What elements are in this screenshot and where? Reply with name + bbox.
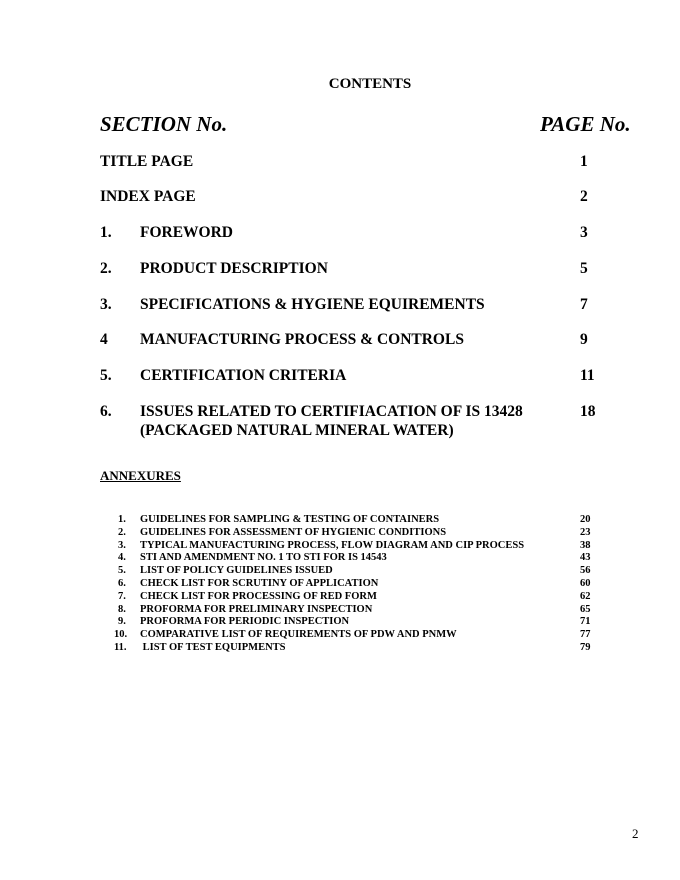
annexure-page: 77 [580,629,591,641]
toc-entry-page: 11 [580,367,595,384]
annexure-label: PROFORMA FOR PERIODIC INSPECTION [140,616,350,628]
annexure-number: 4. [118,552,126,564]
page-column-heading: PAGE No. [540,112,631,136]
contents-heading: CONTENTS [328,76,412,92]
annexure-page: 43 [580,552,591,564]
annexure-page: 62 [580,590,591,602]
annexure-item [118,552,598,565]
annexure-item [114,629,598,642]
toc-entry-page: 9 [580,331,588,348]
annexure-label: CHECK LIST FOR SCRUTINY OF APPLICATION [140,577,379,589]
annexure-item [118,540,598,553]
page-number: 2 [632,826,639,841]
toc-entry-label: PRODUCT DESCRIPTION [140,260,328,277]
annexure-number: 10. [114,629,128,641]
annexure-number: 7. [118,590,126,602]
annexure-page: 60 [580,577,591,589]
annexure-number: 11. [114,641,127,653]
annexure-item [114,641,598,655]
annexure-list [114,514,598,655]
annexure-page: 65 [580,603,591,615]
toc-entry-number: 6. [100,403,112,420]
annexure-page: 20 [580,514,591,525]
annexure-page: 56 [580,565,591,577]
annexure-number: 3. [118,539,126,551]
section-column-heading: SECTION No. [100,112,228,136]
toc-entry-page: 18 [580,403,596,420]
toc-entry-page: 7 [580,296,588,313]
toc-entry-label: CERTIFICATION CRITERIA [140,367,347,384]
annexure-label: COMPARATIVE LIST OF REQUIREMENTS OF PDW AND PNMW [140,629,457,641]
annexure-item [118,527,598,540]
toc-entry-number: 4 [100,331,108,348]
annexure-item [118,578,598,591]
toc-entry-label: FOREWORD [140,224,233,241]
toc-entry-label: TITLE PAGE [100,153,194,170]
toc-entry-label: MANUFACTURING PROCESS & CONTROLS [140,331,464,348]
annexure-number: 5. [118,565,126,577]
annexure-label: GUIDELINES FOR ASSESSMENT OF HYGIENIC CONDITIONS [140,526,447,538]
toc-entry-number: 5. [100,367,112,384]
annexure-label: LIST OF TEST EQUIPMENTS [140,641,286,653]
annexure-page: 38 [580,539,591,551]
toc-entry-label: ISSUES RELATED TO CERTIFIACATION OF IS 13428 [140,403,523,420]
annexure-number: 1. [118,514,126,525]
toc-entry-label-continued: (PACKAGED NATURAL MINERAL WATER) [140,422,454,439]
annexure-number: 2. [118,526,126,538]
toc-entry-label: INDEX PAGE [100,188,196,205]
annexure-page: 71 [580,616,591,628]
annexure-item [118,591,598,604]
toc-entry-number: 1. [100,224,112,241]
toc-entry-label: SPECIFICATIONS & HYGIENE EQUIREMENTS [140,296,485,313]
annexure-label: LIST OF POLICY GUIDELINES ISSUED [140,565,333,577]
toc-entry-number: 2. [100,260,112,277]
annexure-label: STI AND AMENDMENT NO. 1 TO STI FOR IS 14543 [140,552,387,564]
toc-entry-page: 3 [580,224,588,241]
annexure-label: TYPICAL MANUFACTURING PROCESS, FLOW DIAGRAM AND CIP PROCESS [140,539,525,551]
toc-entry-page: 2 [580,188,588,205]
annexures-heading: ANNEXURES [100,468,181,483]
annexure-page: 23 [580,526,591,538]
annexure-label: PROFORMA FOR PRELIMINARY INSPECTION [140,603,373,615]
annexure-item [118,616,598,629]
toc-entry-page: 5 [580,260,588,277]
annexure-item [118,514,598,527]
annexure-label: GUIDELINES FOR SAMPLING & TESTING OF CONTAINERS [140,514,440,525]
annexure-number: 8. [118,603,126,615]
annexure-item [118,565,598,578]
annexure-label: CHECK LIST FOR PROCESSING OF RED FORM [140,590,377,602]
annexure-number: 9. [118,616,126,628]
annexure-number: 6. [118,577,126,589]
toc-entry-number: 3. [100,296,112,313]
annexure-page: 79 [580,641,591,653]
annexure-item [118,604,598,617]
toc-entry-page: 1 [580,153,588,170]
